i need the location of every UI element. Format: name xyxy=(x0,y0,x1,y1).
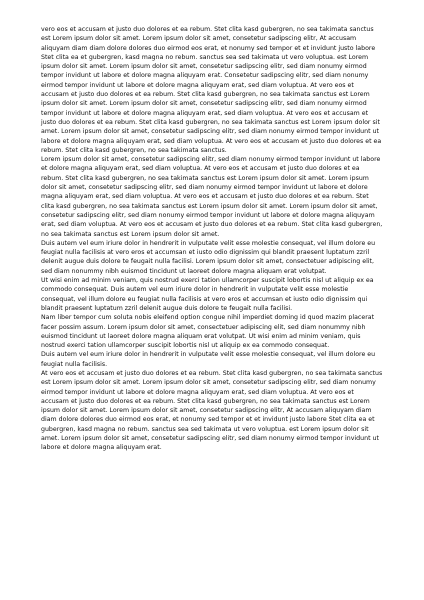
paragraph-7: At vero eos et accusam et justo duo dolores et ea rebum. Stet clita kasd gubergren, no sea takimata sanctus est Lorem ipsum dolor sit amet. Lorem ipsum dolor sit amet, consetetur sadipscing elitr, sed diam nonumy eirmod tempor invidunt ut labore et dolore magna aliquyam erat, sed diam voluptua. At vero eos et accusam et justo duo dolores et ea rebum. Stet clita kasd gubergren, no sea takimata sanctus est Lorem ipsum dolor sit amet. Lorem ipsum dolor sit amet, consetetur sadipscing elitr, At accusam aliquyam diam diam dolore dolores duo eirmod eos erat, et nonumy sed tempor et et invidunt justo labore Stet clita ea et gubergren, kasd magna no rebum. sanctus sea sed takimata ut vero voluptua. est Lorem ipsum dolor sit amet. Lorem ipsum dolor sit amet, consetetur sadipscing elitr, sed diam nonumy eirmod tempor invidunt ut labore et dolore magna aliquyam erat. xyxy=(41,369,383,452)
paragraph-1: vero eos et accusam et justo duo dolores et ea rebum. Stet clita kasd gubergren, no sea takimata sanctus est Lorem ipsum dolor sit amet. Lorem ipsum dolor sit amet, consetetur sadipscing elitr, At accusam aliquyam diam diam dolore dolores duo eirmod eos erat, et nonumy sed tempor et et invidunt justo labore Stet clita ea et gubergren, kasd magna no rebum. sanctus sea sed takimata ut vero voluptua. est Lorem ipsum dolor sit amet. Lorem ipsum dolor sit amet, consetetur sadipscing elitr, sed diam nonumy eirmod tempor invidunt ut labore et dolore magna aliquyam erat. Consetetur sadipscing elitr, sed diam nonumy eirmod tempor invidunt ut labore et dolore magna aliquyam erat, sed diam voluptua. At vero eos et accusam et justo duo dolores et ea rebum. Stet clita kasd gubergren, no sea takimata sanctus est Lorem ipsum dolor sit amet. Lorem ipsum dolor sit amet, consetetur sadipscing elitr, sed diam nonumy eirmod tempor invidunt ut labore et dolore magna aliquyam erat, sed diam voluptua. At vero eos et accusam et justo duo dolores et ea rebum. Stet clita kasd gubergren, no sea takimata sanctus est Lorem ipsum dolor sit amet. Lorem ipsum dolor sit amet, consetetur sadipscing elitr, sed diam nonumy eirmod tempor invidunt ut labore et dolore magna aliquyam erat, sed diam voluptua. At vero eos et accusam et justo duo dolores et ea rebum. Stet clita kasd gubergren, no sea takimata sanctus. xyxy=(41,26,382,154)
paragraph-3: Duis autem vel eum iriure dolor in hendrerit in vulputate velit esse molestie consequat, vel illum dolore eu feugiat nulla facilisis at vero eros et accumsan et iusto odio dignissim qui blandit praesent luptatum zzril delenit augue duis dolore te feugait nulla facilisi. Lorem ipsum dolor sit amet, consectetuer adipiscing elit, sed diam nonummy nibh euismod tincidunt ut laoreet dolore magna aliquam erat volutpat. xyxy=(41,239,376,275)
paragraph-2: Lorem ipsum dolor sit amet, consetetur sadipscing elitr, sed diam nonumy eirmod tempor invidunt ut labore et dolore magna aliquyam erat, sed diam voluptua. At vero eos et accusam et justo duo dolores et ea rebum. Stet clita kasd gubergren, no sea takimata sanctus est Lorem ipsum dolor sit amet. Lorem ipsum dolor sit amet, consetetur sadipscing elitr, sed diam nonumy eirmod tempor invidunt ut labore et dolore magna aliquyam erat, sed diam voluptua. At vero eos et accusam et justo duo dolores et ea rebum. Stet clita kasd gubergren, no sea takimata sanctus est Lorem ipsum dolor sit amet. Lorem ipsum dolor sit amet, consetetur sadipscing elitr, sed diam nonumy eirmod tempor invidunt ut labore et dolore magna aliquyam erat, sed diam voluptua. At vero eos et accusam et justo duo dolores et ea rebum. Stet clita kasd gubergren, no sea takimata sanctus est Lorem ipsum dolor sit amet. xyxy=(41,156,383,238)
paragraph-5: Nam liber tempor cum soluta nobis eleifend option congue nihil imperdiet doming id quod mazim placerat facer possim assum. Lorem ipsum dolor sit amet, consectetuer adipiscing elit, sed diam nonummy nibh euismod tincidunt ut laoreet dolore magna aliquam erat volutpat. Ut wisi enim ad minim veniam, quis nostrud exerci tation ullamcorper suscipit lobortis nisl ut aliquip ex ea commodo consequat. xyxy=(41,314,375,350)
paragraph-4: Ut wisi enim ad minim veniam, quis nostrud exerci tation ullamcorper suscipit lobortis nisl ut aliquip ex ea commodo consequat. Duis autem vel eum iriure dolor in hendrerit in vulputate velit esse molestie consequat, vel illum dolore eu feugiat nulla facilisis at vero eros et accumsan et iusto odio dignissim qui blandit praesent luptatum zzril delenit augue duis dolore te feugait nulla facilisi. xyxy=(41,277,374,312)
paragraph-6: Duis autem vel eum iriure dolor in hendrerit in vulputate velit esse molestie consequat, vel illum dolore eu feugiat nulla facilisis. xyxy=(41,351,376,368)
